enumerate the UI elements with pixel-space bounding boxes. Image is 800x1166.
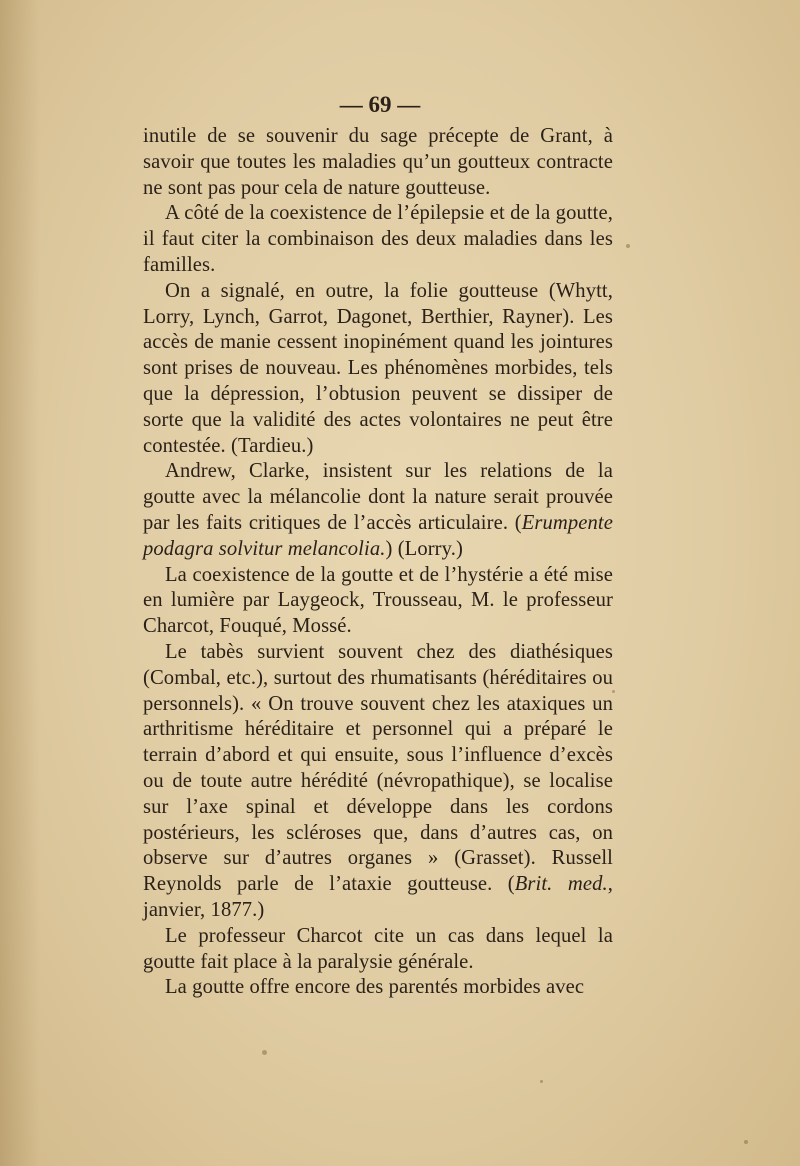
paragraph	[143, 279, 613, 460]
body-text	[143, 124, 613, 1001]
paper-speck	[262, 1050, 267, 1055]
paper-speck	[744, 1140, 748, 1144]
paper-speck	[612, 690, 615, 693]
paper-speck	[626, 244, 630, 248]
text-segment: La goutte offre encore des parentés morbides avec	[165, 976, 585, 999]
page-fold-shadow	[0, 0, 40, 1166]
paragraph	[143, 924, 613, 976]
paragraph	[143, 124, 613, 201]
text-segment: Le professeur Charcot cite un cas dans lequel la goutte fait place à la paralysie générale.	[143, 924, 613, 973]
paper-speck	[540, 1080, 543, 1083]
text-segment: La coexistence de la goutte et de l’hystérie a été mise en lumière par Laygeock, Trousseau, M. le professeur Charcot, Fouqué, Mossé.	[143, 563, 613, 638]
text-segment: ) (Lorry.)	[385, 537, 463, 560]
italic-citation: Brit. med.	[514, 873, 608, 896]
paragraph	[143, 201, 613, 278]
text-segment: On a signalé, en outre, la folie goutteuse (Whytt, Lorry, Lynch, Garrot, Dagonet, Berthier, Rayner). Les accès de manie cessent inopinément quand les jointures sont prises de nouveau. Les phénomènes morbides, tels que la dépression, l’obtusion peuvent se dissiper de sorte que la validité des actes volontaires ne peut être contestée. (Tardieu.)	[143, 279, 613, 457]
paragraph	[143, 975, 613, 1001]
paragraph	[143, 459, 613, 562]
paragraph	[143, 563, 613, 640]
text-segment: , janvier, 1877.)	[143, 873, 613, 921]
text-segment: Le tabès survient souvent chez des diathésiques (Combal, etc.), surtout des rhumatisants (héréditaires ou personnels). « On trouve souvent chez les ataxiques un arthritisme héréditaire et personnel qui a préparé le terrain d’abord et qui ensuite, sous l’influence d’excès ou de toute autre hérédité (névropathique), se localise sur l’axe spinal et développe dans les cordons postérieurs, les scléroses que, dans d’autres cas, on observe sur d’autres organes » (Grasset). Russell Reynolds parle de l’ataxie goutteuse. (	[143, 640, 613, 896]
italic-citation: Erumpente podagra solvitur melancolia.	[143, 511, 613, 560]
page-number: — 69 —	[339, 92, 421, 117]
text-segment: Andrew, Clarke, insistent sur les relations de la goutte avec la mélancolie dont la nature serait prouvée par les faits critiques de l’accès articulaire. (	[143, 460, 613, 534]
paragraph	[143, 640, 613, 924]
text-segment: A côté de la coexistence de l’épilepsie et de la goutte, il faut citer la combinaison des deux maladies dans les familles.	[143, 202, 613, 276]
text-segment: inutile de se souvenir du sage précepte de Grant, à savoir que toutes les maladies qu’un goutteux contracte ne sont pas pour cela de nature goutteuse.	[143, 125, 613, 199]
